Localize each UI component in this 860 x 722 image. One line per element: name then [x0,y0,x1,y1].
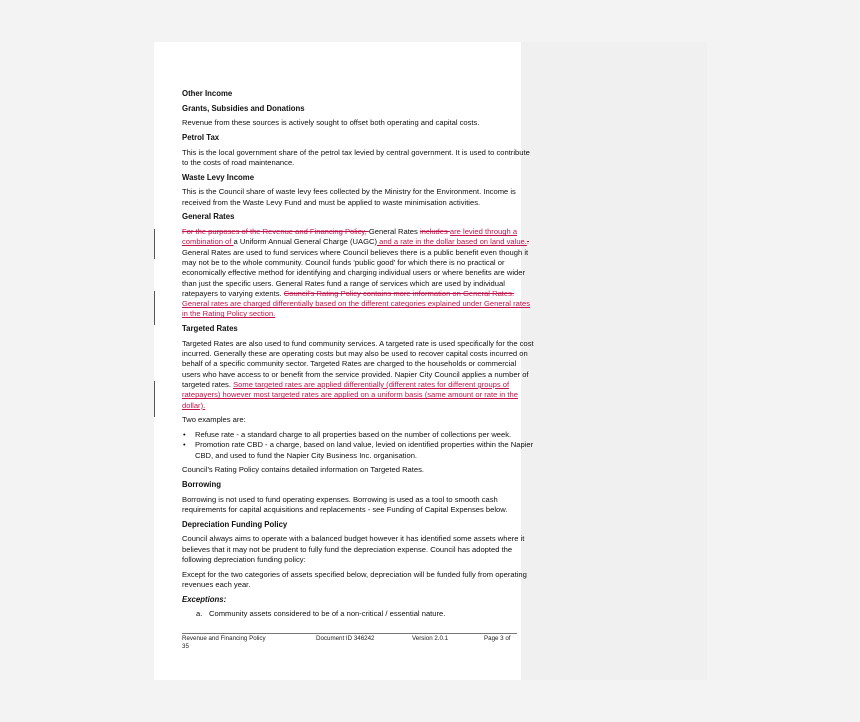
inserted-text: General rates are charged differentially based on the different categories explained under General rates in the Rating Policy section. [182,299,530,319]
heading-depreciation: Depreciation Funding Policy [182,519,288,529]
heading-other-income: Other Income [182,89,233,98]
depreciation-paragraph: Council always aims to operate with a balanced budget however it has identified some assets where it believes that it may not be prudent to fully fund the depreciation expense. Council has adopted the following depreciation funding policy: [182,534,525,564]
inserted-text: Some targeted rates are applied differentially (different rates for different groups of ratepayers) however most targeted rates are applied on a uniform basis (same amount or rate in the dollar). [182,380,518,410]
exceptions-list [182,609,534,619]
list-label: a. [196,609,203,619]
heading-general-rates: General Rates [182,212,235,222]
list-item: • Promotion rate CBD - a charge, based on land value, levied on identified properties within the Napier CBD, and used to fund the Napier City Business Inc. organisation. [182,440,534,461]
petrol-paragraph: This is the local government share of the petrol tax levied by central government. It is used to contribute to the costs of road maintenance. [182,147,530,168]
text-run: General Rates [368,227,420,237]
borrowing-paragraph: Borrowing is not used to fund operating expenses. Borrowing is used as a tool to smooth cash requirements for capital acquisitions and replacements - see Funding of Capital Expenses below. [182,494,508,514]
deleted-text: includes [419,227,450,237]
heading-borrowing: Borrowing [182,479,221,489]
list-item-text: Community assets considered to be of a non-critical / essential nature. [209,609,446,619]
waste-paragraph: This is the Council share of waste levy fees collected by the Ministry for the Environment. Income is received from the Waste Levy Fund and must be applied to waste minimisation activities. [182,187,516,207]
page-footer [182,633,517,650]
rating-policy-paragraph: Council’s Rating Policy contains detailed information on Targeted Rates. [182,465,425,475]
heading-waste-levy: Waste Levy Income [182,172,255,182]
targeted-rates-paragraph [182,339,534,411]
deleted-text: For the purposes of the Revenue and Financing Policy, [182,227,369,237]
change-bar [154,229,155,259]
inserted-text: are levied through a combination of [182,227,518,247]
heading-petrol-tax: Petrol Tax [182,133,220,143]
deleted-text: Council’s Rating Policy contains more information on General Rates. [283,288,515,298]
comment-margin-pane [521,42,707,680]
footer-doc-id: Document ID 346242 [316,635,375,642]
deleted-text: . [526,237,529,247]
list-item: • Refuse rate - a standard charge to all properties based on the number of collections per week. [182,430,534,440]
examples-list [182,430,534,461]
change-bar [154,291,155,325]
text-run: General Rates are used to fund services where Council believes there is a public benefit even though it may not be to the whole community. Council funds ‘public good’ for which there is no practical or economically effective method for identifying and charging individual users or where benefits are wider than just the specific users. General Rates fund a range of services which are used by individual ratepayers to varying extents. [182,247,529,298]
heading-exceptions: Exceptions: [182,594,227,604]
footer-page-total: 35 [182,643,189,650]
heading-grants: Grants, Subsidies and Donations [182,103,305,113]
text-run: Targeted Rates are also used to fund community services. A targeted rate is used specifically for the cost incurred. Generally these are operating costs but may also be used to recover capital costs incurred on behalf of a specific community sector. Targeted Rates are charged to the households or commercial users who have access to or benefit from the service provided. Napier City Council applies a number of targeted rates. [182,338,534,390]
list-item [182,609,534,619]
text-run: a Uniform Annual General Charge (UAGC) [233,237,377,247]
heading-targeted-rates: Targeted Rates [182,324,238,334]
inserted-text: and a rate in the dollar based on land value. [377,237,527,247]
depreciation-paragraph: Except for the two categories of assets specified below, depreciation will be funded fully from operating revenues each year. [182,569,527,589]
general-rates-paragraph [182,227,534,320]
footer-doc-title: Revenue and Financing Policy [182,635,266,642]
footer-page-number: Page 3 of [484,635,511,642]
two-examples-text: Two examples are: [182,415,246,425]
footer-version: Version 2.0.1 [412,635,449,642]
change-bar [154,381,155,417]
document-body [182,89,534,620]
grants-paragraph: Revenue from these sources is actively sought to offset both operating and capital costs. [182,118,480,128]
